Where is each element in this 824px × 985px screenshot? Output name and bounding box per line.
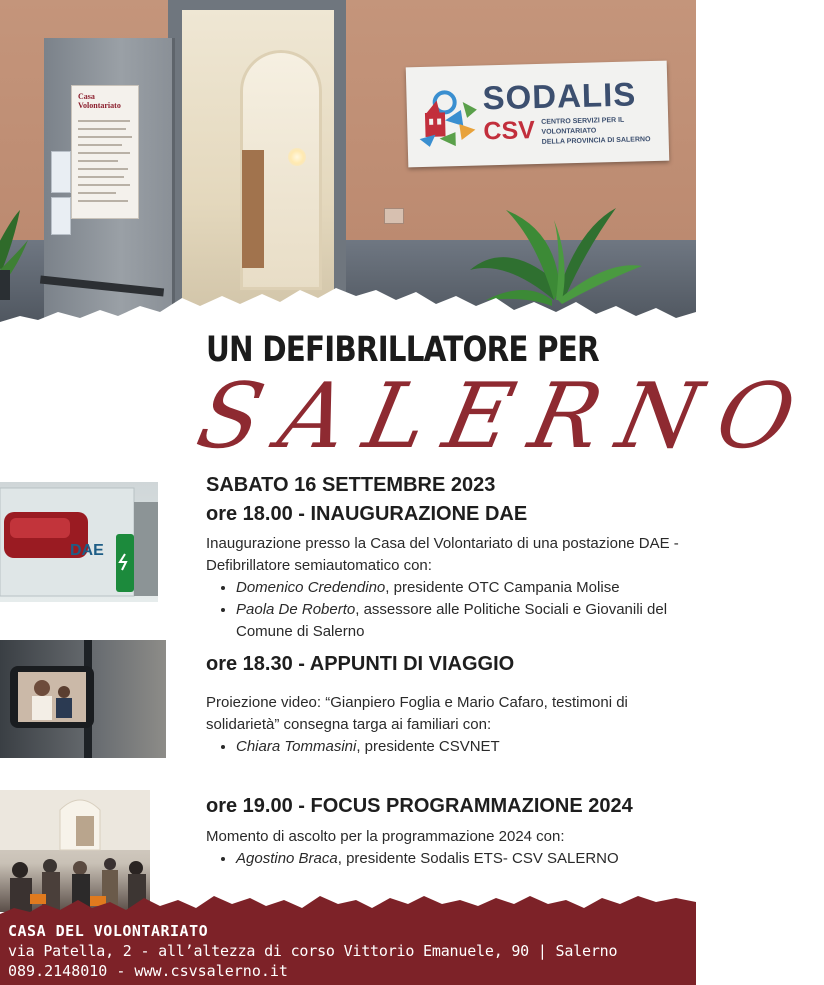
event-3-text: Momento di ascolto per la programmazione 2024 con:	[206, 828, 565, 845]
event-2-description	[206, 692, 686, 758]
footer-contact: 089.2148010 - www.csvsalerno.it	[8, 962, 288, 980]
event-2-guest-list	[206, 736, 686, 758]
event-2-heading: ore 18.30 - APPUNTI DI VIAGGIO	[206, 653, 515, 675]
flyer-line2: Volontariato	[78, 101, 121, 110]
guest-name: Paola De Roberto	[236, 601, 356, 618]
door-notice-2	[52, 198, 70, 234]
wall-outlet	[384, 208, 404, 224]
guest-role: , assessore alle Politiche Sociali e Giovanili del Comune di Salerno	[236, 601, 668, 640]
photo-defibrillator	[0, 482, 158, 602]
smartphone-icon	[0, 640, 166, 758]
guest-name: Chiara Tommasini	[236, 738, 357, 755]
sign-tagline	[541, 115, 667, 148]
guest-item	[236, 577, 686, 599]
footer-venue: CASA DEL VOLONTARIATO	[8, 922, 209, 940]
flyer-line1: Casa	[78, 92, 95, 101]
sign-sub: CSV	[483, 116, 536, 146]
guest-role: , presidente OTC Campania Molise	[385, 579, 620, 596]
guest-name: Domenico Credendino	[236, 579, 386, 596]
guest-role: , presidente Sodalis ETS- CSV SALERNO	[337, 850, 619, 867]
page-title-line2: SALERNO	[188, 364, 824, 469]
guest-role: , presidente CSVNET	[356, 738, 500, 755]
guest-item	[236, 736, 686, 758]
event-3-description	[206, 826, 686, 870]
footer-address: via Patella, 2 - all’altezza di corso Vittorio Emanuele, 90 | Salerno	[8, 942, 618, 960]
sign-tagline-1: CENTRO SERVIZI PER IL VOLONTARIATO	[541, 116, 625, 136]
interior-door	[242, 150, 264, 268]
event-1-description	[206, 533, 686, 643]
guest-name: Agostino Braca	[236, 850, 338, 867]
event-3-guest-list	[206, 848, 686, 870]
sign-tagline-2: DELLA PROVINCIA DI SALERNO	[541, 136, 651, 146]
guest-item	[236, 599, 686, 643]
event-1-heading: ore 18.00 - INAUGURAZIONE DAE	[206, 503, 528, 525]
event-2-text: Proiezione video: “Gianpiero Foglia e Mario Cafaro, testimoni di solidarietà” consegna targa ai familiari con:	[206, 694, 628, 733]
page-title-line1: UN DEFIBRILLATORE PER	[206, 330, 599, 370]
photo-smartphone-filming	[0, 640, 166, 758]
guest-item	[236, 848, 686, 870]
event-1-text: Inaugurazione presso la Casa del Volontariato di una postazione DAE - Defibrillatore semiautomatico con:	[206, 535, 679, 574]
event-1-guest-list	[206, 577, 686, 643]
sodalis-sign	[406, 61, 670, 168]
dae-label: DAE	[70, 542, 104, 559]
wall-lamp	[288, 148, 306, 166]
door-notice-1	[52, 152, 70, 192]
event-date: SABATO 16 SETTEMBRE 2023	[206, 474, 496, 496]
sign-brand: SODALIS	[482, 75, 637, 117]
sodalis-logo-icon	[414, 79, 482, 151]
door-flyer	[72, 86, 138, 218]
event-3-heading: ore 19.00 - FOCUS PROGRAMMAZIONE 2024	[206, 795, 633, 817]
